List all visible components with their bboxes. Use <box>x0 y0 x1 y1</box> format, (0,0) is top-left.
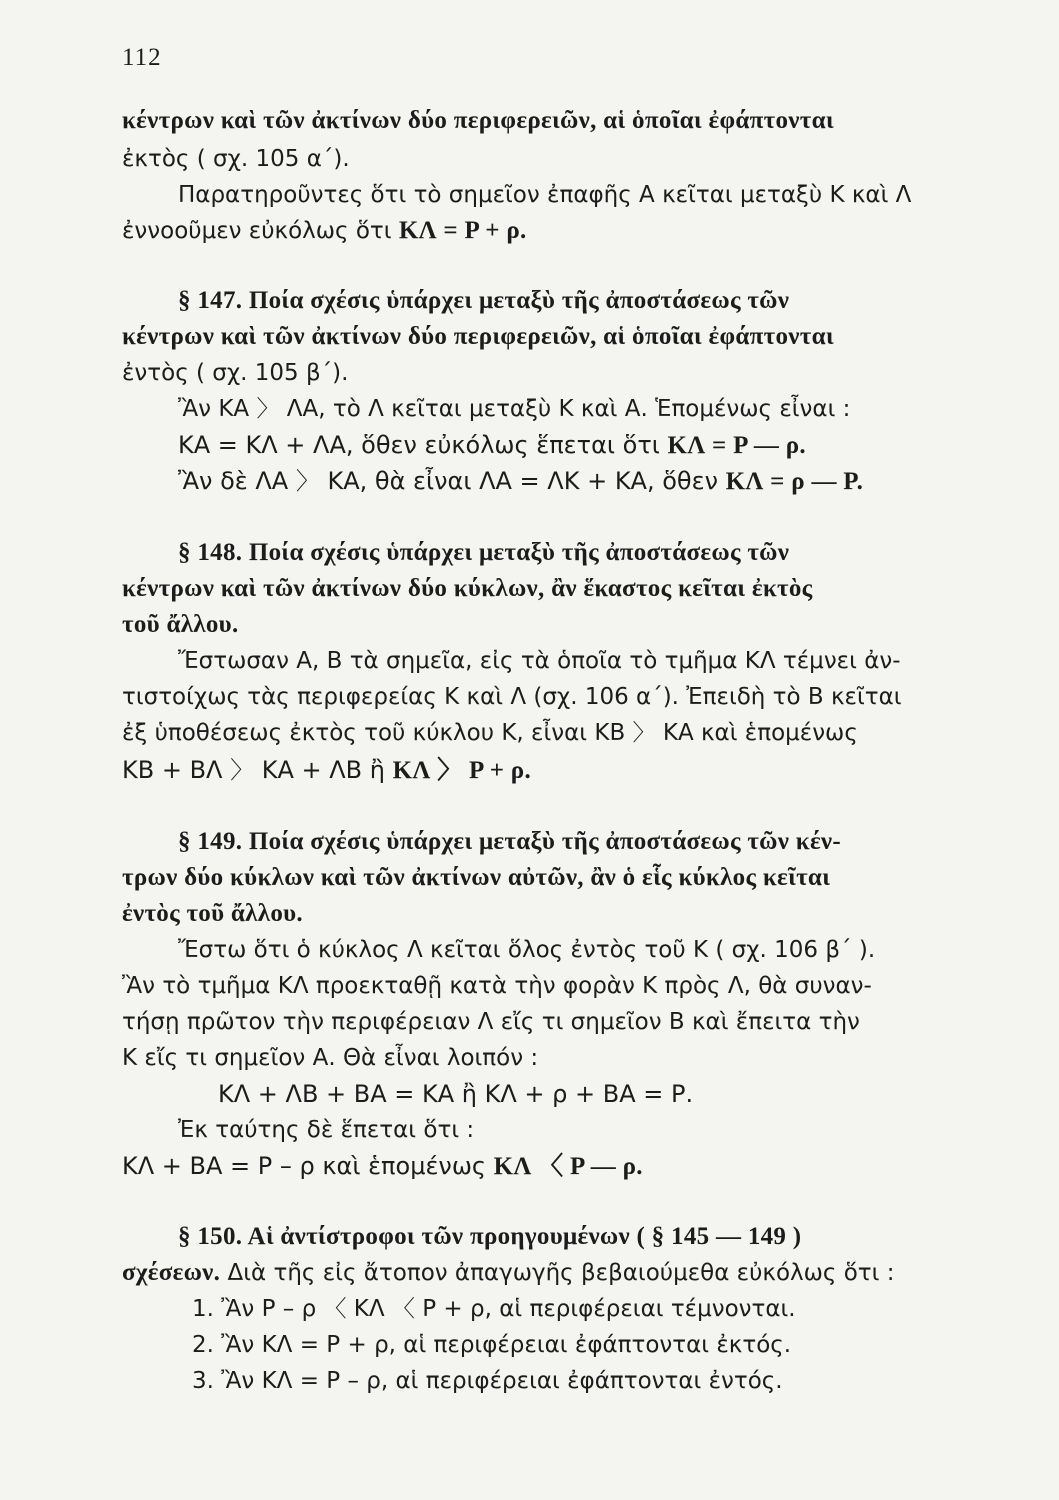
text-line: κέντρων καὶ τῶν ἀκτίνων δύο περιφερειῶν, αἱ ὁποῖαι ἐφάπτονται <box>122 323 834 350</box>
text-line: τήσῃ πρῶτον τὴν περιφέρειαν Λ εἴς τι σημεῖον Β καὶ ἔπειτα τὴν <box>122 1009 860 1035</box>
text-line: τοῦ ἄλλου. <box>122 611 239 638</box>
text-line: Ἔστω ὅτι ὁ κύκλος Λ κεῖται ὅλος ἐντὸς τοῦ Κ ( σχ. 106 β΄ ). <box>178 937 876 963</box>
text-line: ἐννοοῦμεν εὐκόλως ὅτι ΚΛ = Ρ + ρ. <box>122 217 527 244</box>
section-heading-149: § 149. Ποία σχέσις ὑπάρχει μεταξὺ τῆς ἀποστάσεως τῶν κέν- <box>178 828 842 855</box>
list-item: 1. Ἂν Ρ – ρ 〈 ΚΛ 〈 Ρ + ρ, αἱ περιφέρειαι τέμνονται. <box>192 1296 796 1322</box>
text-line: ἐντὸς ( σχ. 105 β΄). <box>122 360 349 386</box>
text-line: Κ εἴς τι σημεῖον Α. Θὰ εἶναι λοιπόν : <box>122 1045 539 1071</box>
section-heading-148: § 148. Ποία σχέσις ὑπάρχει μεταξὺ τῆς ἀποστάσεως τῶν <box>178 539 790 566</box>
text-line: ἐξ ὑποθέσεως ἐκτὸς τοῦ κύκλου Κ, εἶναι ΚΒ 〉 ΚΑ καὶ ἑπομένως <box>122 720 858 746</box>
page-number: 112 <box>122 44 162 71</box>
text-line: ἐκτὸς ( σχ. 105 α΄). <box>122 146 350 172</box>
formula-line: ΚΑ = ΚΛ + ΛΑ, ὅθεν εὐκόλως ἕπεται ὅτι ΚΛ = Ρ — ρ. <box>178 431 806 459</box>
text-line: κέντρων καὶ τῶν ἀκτίνων δύο κύκλων, ἂν ἕκαστος κεῖται ἐκτὸς <box>122 575 813 602</box>
text-line: τιστοίχως τὰς περιφερείας Κ καὶ Λ (σχ. 106 α΄). Ἐπειδὴ τὸ Β κεῖται <box>122 684 902 710</box>
text-line: ἐντὸς τοῦ ἄλλου. <box>122 900 303 927</box>
formula-line: ΚΛ + ΒΑ = Ρ – ρ καὶ ἑπομένως ΚΛ 〈 Ρ — ρ. <box>122 1152 643 1180</box>
text-line: τρων δύο κύκλων καὶ τῶν ἀκτίνων αὐτῶν, ἂν ὁ εἷς κύκλος κεῖται <box>122 864 831 891</box>
text-line: Ἐκ ταύτης δὲ ἕπεται ὅτι : <box>178 1117 475 1143</box>
section-heading-147: § 147. Ποία σχέσις ὑπάρχει μεταξὺ τῆς ἀποστάσεως τῶν <box>178 287 790 314</box>
formula-line: ΚΛ + ΛΒ + ΒΑ = ΚΑ ἢ ΚΛ + ρ + ΒΑ = Ρ. <box>218 1080 694 1108</box>
section-heading-150: § 150. Αἱ ἀντίστροφοι τῶν προηγουμένων ( § 145 — 149 ) <box>178 1223 802 1250</box>
text-line: Ἔστωσαν Α, Β τὰ σημεῖα, εἰς τὰ ὁποῖα τὸ τμῆμα ΚΛ τέμνει ἀν- <box>178 648 901 674</box>
list-item: 2. Ἂν ΚΛ = Ρ + ρ, αἱ περιφέρειαι ἐφάπτονται ἐκτός. <box>192 1332 792 1358</box>
text-line: Ἂν ΚΑ 〉 ΛΑ, τὸ Λ κεῖται μεταξὺ Κ καὶ Α. Ἑπομένως εἶναι : <box>178 396 851 422</box>
text-line: σχέσεων. Διὰ τῆς εἰς ἄτοπον ἀπαγωγῆς βεβαιούμεθα εὐκόλως ὅτι : <box>122 1259 895 1286</box>
formula-line: ΚΒ + ΒΛ 〉 ΚΑ + ΛΒ ἢ ΚΛ 〉 Ρ + ρ. <box>122 756 532 784</box>
list-item: 3. Ἂν ΚΛ = Ρ – ρ, αἱ περιφέρειαι ἐφάπτονται ἐντός. <box>192 1368 783 1394</box>
formula-line: Ἂν δὲ ΛΑ 〉 ΚΑ, θὰ εἶναι ΛΑ = ΛΚ + ΚΑ, ὅθεν ΚΛ = ρ — Ρ. <box>178 467 864 495</box>
text-line: Παρατηροῦντες ὅτι τὸ σημεῖον ἐπαφῆς Α κεῖται μεταξὺ Κ καὶ Λ <box>178 182 912 208</box>
text-line: κέντρων καὶ τῶν ἀκτίνων δύο περιφερειῶν, αἱ ὁποῖαι ἐφάπτονται <box>122 107 834 134</box>
text-line: Ἂν τὸ τμῆμα ΚΛ προεκταθῇ κατὰ τὴν φορὰν Κ πρὸς Λ, θὰ συναν- <box>122 973 872 999</box>
